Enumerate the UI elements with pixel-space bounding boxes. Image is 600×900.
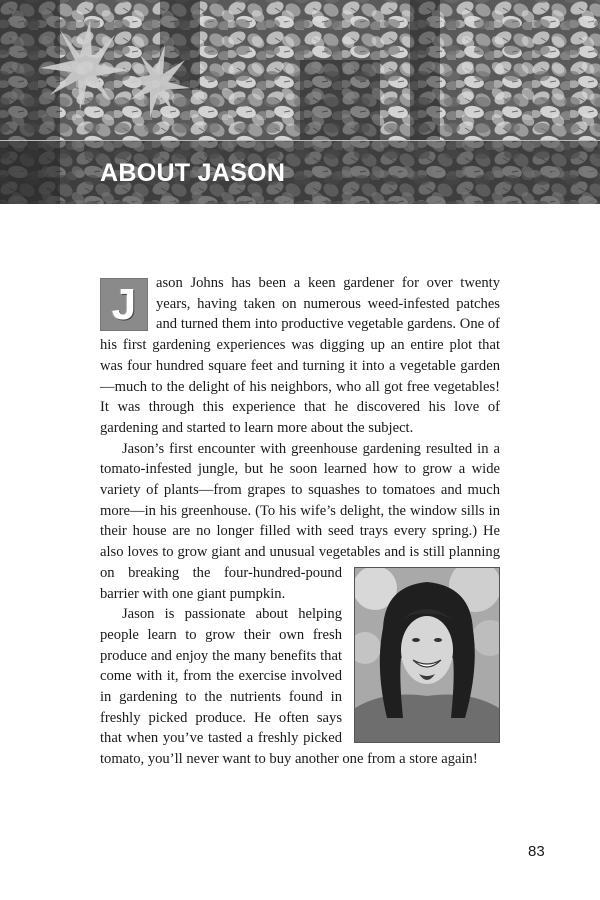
- paragraph-1-text: ason Johns has been a keen gardener for over twenty years, having taken on numerous weed-infested patches and turned them into productive vegetable gardens. One of his first gardening experiences was digging up an entire plot that was four hundred square feet and turning it into a vegetable garden—much to the delight of his neighbors, who all got free vegetables! It was through this experience that he discovered his love of gardening and started to learn more about the subject.: [100, 275, 500, 436]
- page-number: 83: [528, 843, 545, 860]
- paragraph-3-text: Jason is passionate about helping people learn to grow their own fresh produce and enjoy the many benefits that come with it, from the exercise involved in gardening to the nutrients found in freshly picked produce. He often says that when you’ve tasted a freshly picked tomato, you’ll never want to buy another one from a store again!: [100, 606, 478, 768]
- paragraph-1: [100, 273, 500, 439]
- title-band: [0, 141, 600, 204]
- drop-cap-letter: J: [111, 280, 137, 329]
- author-photo: [355, 568, 499, 742]
- author-portrait: [354, 567, 500, 743]
- paragraph-2-text: Jason’s first encounter with greenhouse gardening resulted in a tomato-infested jungle, but he soon learned how to grow a wide variety of plants—from grapes to squashes to tomatoes and much more—in his greenhouse. (To his wife’s delight, the window sills in their house are no longer filled with seed trays every spring.) He also loves to grow giant and unusual vegetables and is still planning on breaking the four-hundred-pound barrier with one giant pumpkin.: [100, 441, 500, 602]
- header-banner: [0, 0, 600, 204]
- page-title: ABOUT JASON: [100, 159, 286, 187]
- drop-cap: [100, 278, 148, 331]
